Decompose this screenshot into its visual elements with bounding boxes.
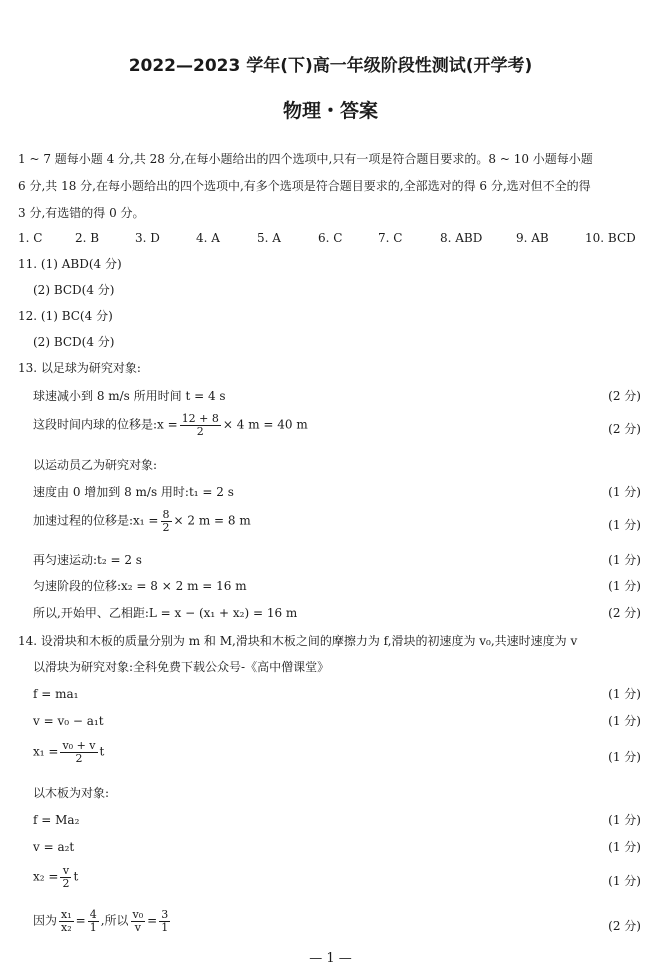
fraction: $\frac{8}{2}$ [162,508,170,534]
points-label: (1 分) [608,813,641,827]
mc-answer-4: 4. A [196,231,220,245]
points-label: (1 分) [608,553,641,567]
fraction: $\frac{v}{2}$ [62,864,70,890]
points-label: (2 分) [608,919,641,933]
mc-answer-3: 3. D [135,231,160,245]
points-label: (1 分) [608,840,641,854]
q11-part-1: 11. (1) ABD(4 分) [18,257,122,271]
mc-answer-2: 2. B [75,231,100,245]
mc-answer-6: 6. C [318,231,343,245]
intro-line-3: 3 分,有选错的得 0 分。 [18,206,145,220]
mc-answer-7: 7. C [378,231,403,245]
page-subtitle: 物理・答案 [282,100,378,122]
q13-line-6: 再匀速运动:t₂ = 2 s [33,553,142,567]
intro-line-1: 1 ~ 7 题每小题 4 分,共 28 分,在每小题给出的四个选项中,只有一项是符合题目要求的。8 ~ 10 小题每小题 [18,152,593,166]
q14-line-1: 以滑块为研究对象:全科免费下载公众号-《高中僧课堂》 [33,660,330,674]
q14-line-2: f = ma₁ [33,687,79,701]
points-label: (1 分) [608,485,641,499]
fraction: $\frac{12 + 8}{2}$ [181,412,219,438]
points-label: (2 分) [608,389,641,403]
q13-line-7: 匀速阶段的位移:x₂ = 8 × 2 m = 16 m [33,579,247,593]
mc-answer-5: 5. A [257,231,281,245]
points-label: (2 分) [608,606,641,620]
points-label: (1 分) [608,750,641,764]
q13-line-8: 所以,开始甲、乙相距:L = x − (x₁ + x₂) = 16 m [33,606,298,620]
q14-line-5: 以木板为对象: [33,786,110,800]
q13-line-5: 加速过程的位移是:x₁ = $\frac{8}{2}$ × 2 m = 8 m [33,508,251,534]
points-label: (1 分) [608,518,641,532]
q14-line-9: 因为 $\frac{\text{x₁}}{\text{x₂}}$ = $\frac{4}{1}$ ,所以 $\frac{\text{v₀}}{v}$ = $\frac{3}{1}$ [33,908,169,934]
q13-heading: 13. 以足球为研究对象: [18,361,141,375]
fraction: $\frac{\text{x₁}}{\text{x₂}}$ [61,908,72,934]
q14-line-4: x₁ = $\frac{\text{v₀ + v}}{2}$ t [33,739,105,765]
page-number: — 1 — [309,951,352,966]
q13-line-4: 速度由 0 增加到 8 m/s 用时:t₁ = 2 s [33,485,234,499]
fraction: $\frac{\text{v₀ + v}}{2}$ [62,739,96,765]
page-title: 2022—2023 学年(下)高一年级阶段性测试(开学考) [128,56,533,76]
mc-answer-10: 10. BCD [585,231,636,245]
mc-answer-8: 8. ABD [440,231,483,245]
mc-answer-9: 9. AB [516,231,549,245]
points-label: (1 分) [608,714,641,728]
q14-line-3: v = v₀ − a₁t [33,714,104,728]
points-label: (2 分) [608,422,641,436]
q14-heading: 14. 设滑块和木板的质量分别为 m 和 M,滑块和木板之间的摩擦力为 f,滑块的初速度为 v₀,共速时速度为 v [18,634,578,648]
q13-line-2: 这段时间内球的位移是:x = $\frac{12 + 8}{2}$ × 4 m = 40 m [33,412,308,438]
q12-part-2: (2) BCD(4 分) [33,335,115,349]
fraction: $\frac{3}{1}$ [161,908,169,934]
q14-line-6: f = Ma₂ [33,813,80,827]
fraction: $\frac{4}{1}$ [89,908,97,934]
q11-part-2: (2) BCD(4 分) [33,283,115,297]
q12-part-1: 12. (1) BC(4 分) [18,309,113,323]
q13-line-3: 以运动员乙为研究对象: [33,458,158,472]
q13-line-1: 球速减小到 8 m/s 所用时间 t = 4 s [33,389,226,403]
q14-line-7: v = a₂t [33,840,75,854]
fraction: $\frac{\text{v₀}}{v}$ [132,908,144,934]
mc-answer-1: 1. C [18,231,43,245]
points-label: (1 分) [608,579,641,593]
q14-line-8: x₂ = $\frac{v}{2}$ t [33,864,79,890]
points-label: (1 分) [608,687,641,701]
intro-line-2: 6 分,共 18 分,在每小题给出的四个选项中,有多个选项是符合题目要求的,全部选对的得 6 分,选对但不全的得 [18,179,591,193]
points-label: (1 分) [608,874,641,888]
